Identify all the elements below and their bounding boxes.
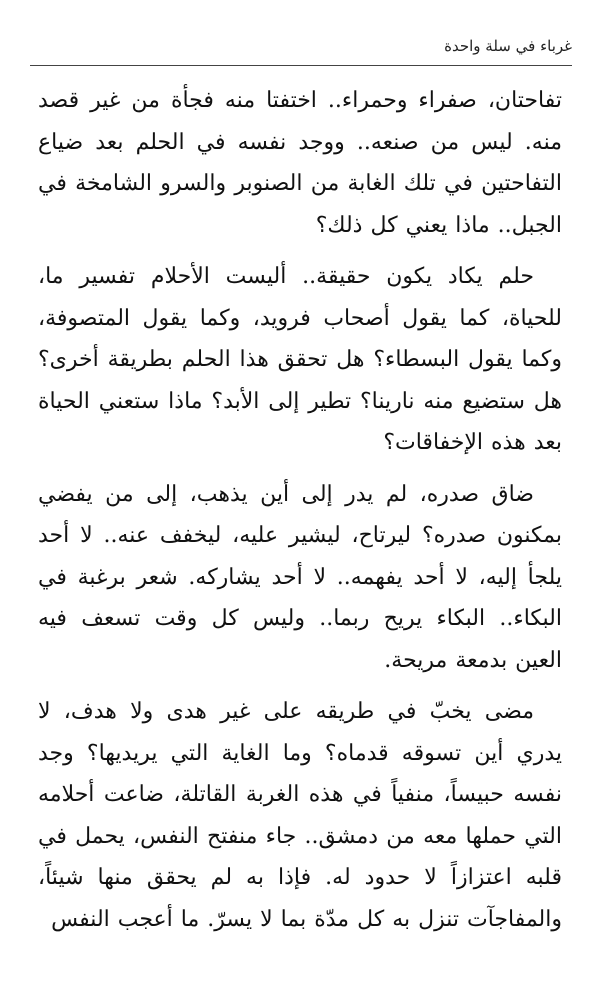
paragraph: تفاحتان، صفراء وحمراء.. اختفتا منه فجأة من غير قصد منه. ليس من صنعه.. ووجد نفسه في الحلم بعد ضياع التفاحتين في تلك الغابة من الصنوبر والسرو الشامخة في الجبل.. ماذا يعني كل ذلك؟ <box>38 88 562 238</box>
running-header <box>30 26 572 66</box>
paragraph: ضاق صدره، لم يدر إلى أين يذهب، إلى من يفضي بمكنون صدره؟ ليرتاح، ليشير عليه، ليخفف عنه.. لا أحد يلجأ إليه، لا أحد يفهمه.. لا أحد يشاركه. شعر برغبة في البكاء.. البكاء يريح ربما.. وليس كل وقت تسعف فيه العين بدمعة مريحة. <box>38 481 562 673</box>
paragraph: مضى يخبّ في طريقه على غير هدى ولا هدف، لا يدري أين تسوقه قدماه؟ وما الغاية التي يريديها؟ وجد نفسه حبيساً، منفياً في هذه الغربة القاتلة، ضاعت أحلامه التي حملها معه من دمشق.. جاء منفتح النفس، يحمل في قلبه اعتزازاً لا حدود له. فإذا به لم يحقق منها شيئاً، والمفاجآت تنزل به كل مدّة بما لا يسرّ. ما أعجب النفس <box>38 699 562 932</box>
body-text <box>38 80 562 990</box>
running-header-title: غرباء في سلة واحدة <box>444 37 572 55</box>
paragraph: حلم يكاد يكون حقيقة.. أليست الأحلام تفسير ما، للحياة، كما يقول أصحاب فرويد، وكما يقول المتصوفة، وكما يقول البسطاء؟ هل تحقق هذا الحلم بطريقة أخرى؟ هل ستضيع منه نارينا؟ تطير إلى الأبد؟ ماذا ستعني الحياة بعد هذه الإخفاقات؟ <box>38 264 562 455</box>
